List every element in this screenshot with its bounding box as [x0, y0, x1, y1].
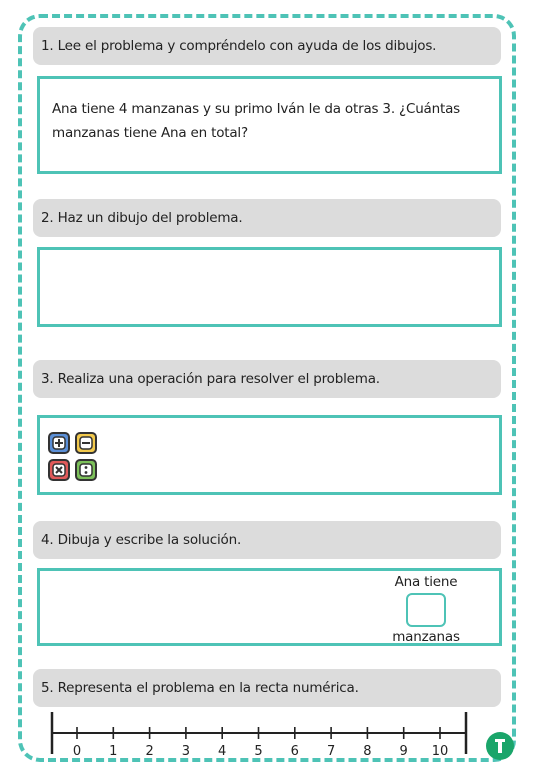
- operation-area[interactable]: [37, 415, 502, 495]
- number-line-label: 7: [326, 744, 336, 758]
- step-2-label: 2. Haz un dibujo del problema.: [41, 210, 243, 226]
- answer-input-box[interactable]: [406, 593, 446, 627]
- step-3-label: 3. Realiza una operación para resolver el problema.: [41, 371, 380, 387]
- problem-text: Ana tiene 4 manzanas y su primo Iván le da otras 3. ¿Cuántas manzanas tiene Ana en total?: [52, 101, 460, 141]
- number-line-label: 8: [363, 744, 372, 758]
- number-line-label: 1: [109, 744, 118, 758]
- number-line-label: 0: [72, 744, 82, 758]
- solution-area[interactable]: [37, 568, 502, 646]
- problem-box: [37, 76, 502, 174]
- step-4-label: 4. Dibuja y escribe la solución.: [41, 532, 242, 548]
- plus-icon[interactable]: [48, 432, 70, 454]
- brand-badge-icon: [486, 732, 514, 760]
- step-1-label: 1. Lee el problema y compréndelo con ayuda de los dibujos.: [41, 38, 437, 54]
- number-line-label: 5: [254, 744, 263, 758]
- step-1-header: [33, 27, 501, 65]
- answer-prefix: Ana tiene: [394, 574, 458, 590]
- operations-icon-group: [48, 432, 102, 484]
- step-5-header: [33, 669, 501, 707]
- number-line: [46, 708, 476, 758]
- number-line-label: 4: [218, 744, 227, 758]
- number-line-label: 6: [290, 744, 299, 758]
- step-4-header: [33, 521, 501, 559]
- number-line-label: 9: [399, 744, 408, 758]
- number-line-label: 3: [181, 744, 191, 758]
- times-icon[interactable]: [48, 459, 70, 481]
- answer-suffix: manzanas: [392, 629, 460, 645]
- number-line-label: 10: [431, 744, 449, 758]
- minus-icon[interactable]: [75, 432, 97, 454]
- step-3-header: [33, 360, 501, 398]
- step-2-header: [33, 199, 501, 237]
- step-5-label: 5. Representa el problema en la recta numérica.: [41, 680, 359, 696]
- divide-icon[interactable]: [75, 459, 97, 481]
- number-line-label: 2: [145, 744, 154, 758]
- drawing-area[interactable]: [37, 247, 502, 327]
